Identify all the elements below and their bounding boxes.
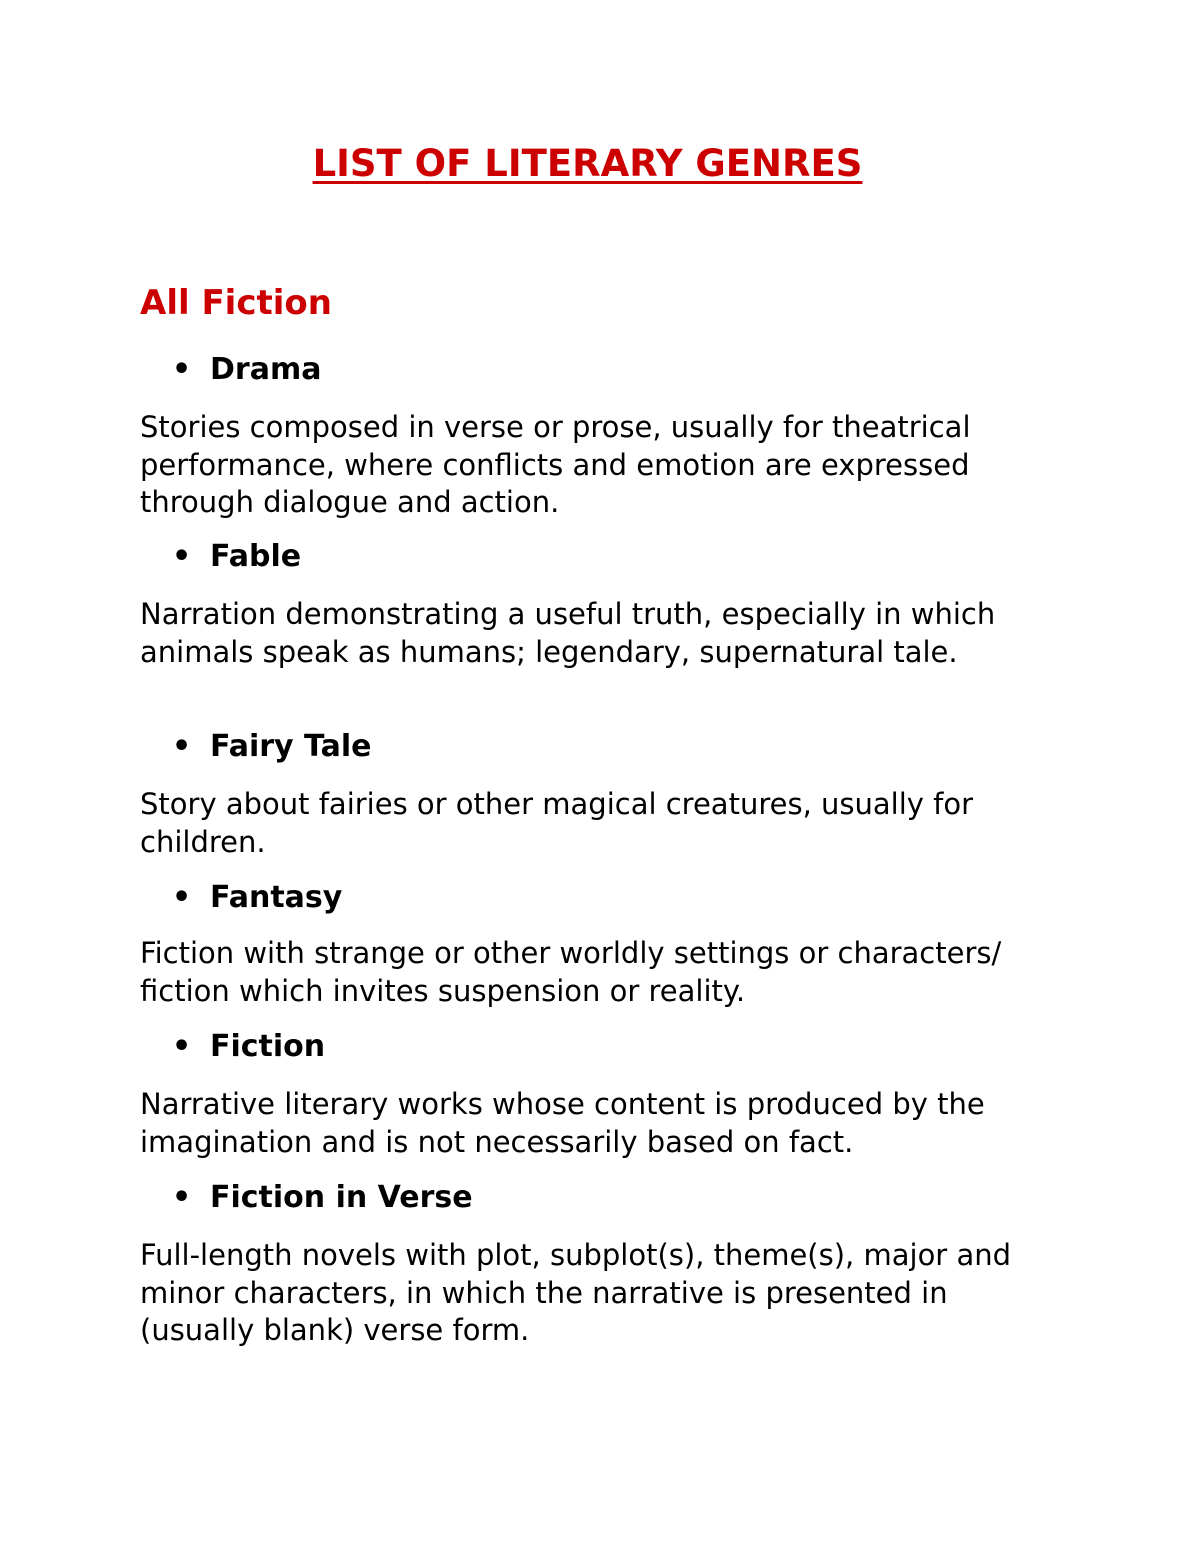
bullet-icon: • (172, 729, 192, 764)
genre-term-label: Fiction in Verse (210, 1180, 473, 1215)
genre-definition-fiction-in-verse: Full-length novels with plot, subplot(s), theme(s), major and minor characters, in which the narrative is presented in (usually blank) verse form. (140, 1238, 1012, 1347)
page-title: LIST OF LITERARY GENRES (312, 142, 863, 185)
genre-term-label: Fairy Tale (210, 729, 372, 764)
bullet-icon: • (172, 880, 192, 915)
genre-term-drama (172, 352, 321, 388)
genre-term-fairy-tale (172, 729, 372, 765)
genre-term-label: Fable (210, 539, 302, 574)
genre-term-fantasy (172, 880, 342, 916)
genre-definition-fairy-tale: Story about fairies or other magical creatures, usually for children. (140, 787, 974, 859)
bullet-icon: • (172, 352, 192, 387)
section-heading: All Fiction (140, 283, 332, 323)
bullet-icon: • (172, 539, 192, 574)
genre-term-fiction-in-verse (172, 1180, 473, 1216)
genre-definition-fantasy: Fiction with strange or other worldly settings or characters/ fiction which invites suspension or reality. (140, 936, 1002, 1008)
genre-definition-fable: Narration demonstrating a useful truth, especially in which animals speak as humans; legendary, supernatural tale. (140, 597, 996, 669)
genre-term-label: Fiction (210, 1029, 326, 1064)
genre-definition-drama: Stories composed in verse or prose, usually for theatrical performance, where conflicts and emotion are expressed through dialogue and action. (140, 410, 971, 519)
genre-term-label: Fantasy (210, 880, 343, 915)
bullet-icon: • (172, 1180, 192, 1215)
genre-definition-fiction: Narrative literary works whose content is produced by the imagination and is not necessarily based on fact. (140, 1087, 985, 1159)
genre-term-fiction (172, 1029, 325, 1065)
genre-term-fable (172, 539, 301, 575)
genre-term-label: Drama (210, 352, 322, 387)
bullet-icon: • (172, 1029, 192, 1064)
